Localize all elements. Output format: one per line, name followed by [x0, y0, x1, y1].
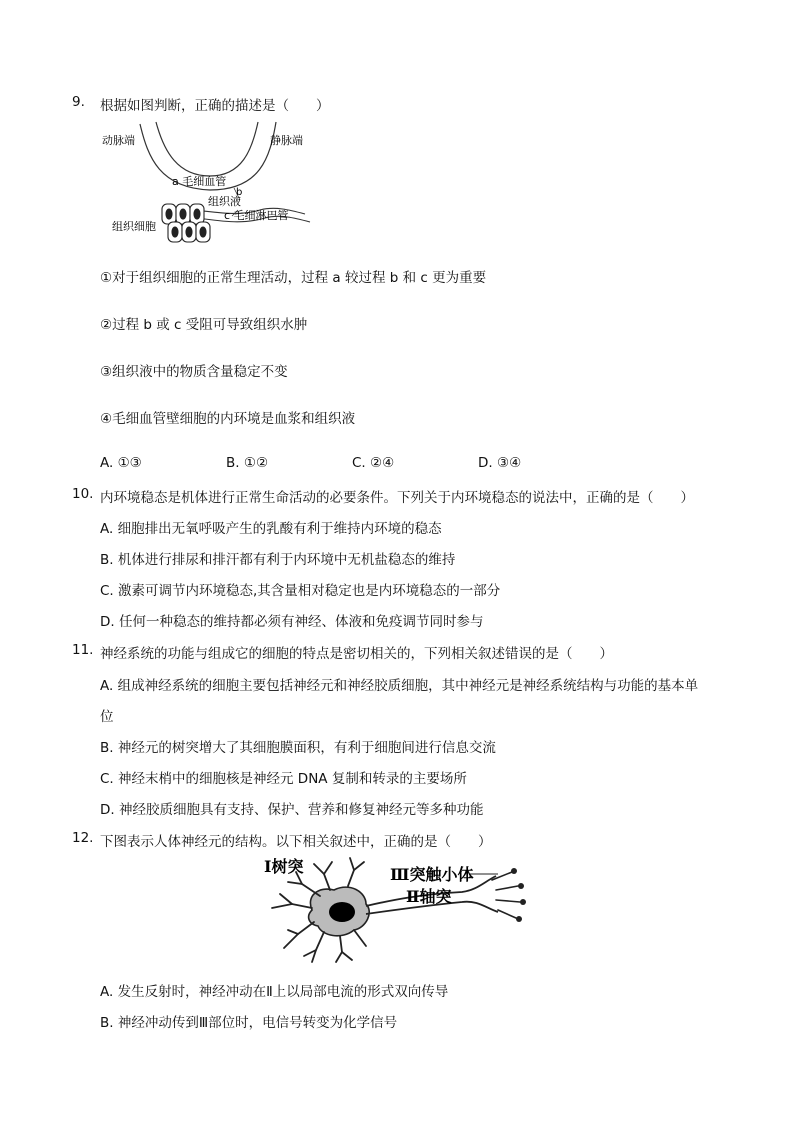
option-b[interactable]: B. ①② [226, 455, 269, 471]
option-d[interactable]: D. 神经胶质细胞具有支持、保护、营养和修复神经元等多种功能 [100, 802, 484, 818]
option-d[interactable]: D. 任何一种稳态的维持都必须有神经、体液和免疫调节同时参与 [100, 614, 484, 630]
option-b[interactable]: B. 神经冲动传到Ⅲ部位时，电信号转变为化学信号 [100, 1015, 398, 1031]
label-b: b [236, 187, 243, 198]
label-artery-end: 动脉端 [102, 134, 135, 147]
option-a-continued: 位 [100, 709, 114, 725]
label-tissue-cell: 组织细胞 [112, 220, 156, 233]
question-number: 9. [72, 94, 85, 110]
label-lymph-capillary: c 毛细淋巴管 [224, 209, 289, 222]
label-tissue-fluid: 组织液 [208, 195, 241, 208]
neuron-figure [262, 852, 534, 964]
question-stem: 下图表示人体神经元的结构。以下相关叙述中，正确的是（ ） [100, 834, 492, 850]
question-number: 10. [72, 486, 94, 502]
question-stem: 根据如图判断，正确的描述是（ ） [100, 98, 330, 114]
statement-1: ①对于组织细胞的正常生理活动，过程 a 较过程 b 和 c 更为重要 [100, 270, 487, 286]
question-stem: 神经系统的功能与组成它的细胞的特点是密切相关的，下列相关叙述错误的是（ ） [100, 646, 613, 662]
capillary-figure [100, 118, 320, 243]
question-stem: 内环境稳态是机体进行正常生命活动的必要条件。下列关于内环境稳态的说法中，正确的是（ ） [100, 490, 694, 506]
label-capillary: a 毛细血管 [172, 175, 227, 188]
label-dendrite: Ⅰ树突 [264, 857, 304, 876]
option-d[interactable]: D. ③④ [478, 455, 522, 471]
option-c[interactable]: C. 神经末梢中的细胞核是神经元 DNA 复制和转录的主要场所 [100, 771, 467, 787]
statement-3: ③组织液中的物质含量稳定不变 [100, 364, 288, 380]
label-axon: Ⅱ轴突 [406, 887, 452, 906]
label-vein-end: 静脉端 [270, 134, 303, 147]
option-c[interactable]: C. ②④ [352, 455, 395, 471]
option-b[interactable]: B. 神经元的树突增大了其细胞膜面积，有利于细胞间进行信息交流 [100, 740, 496, 756]
label-synaptic-knob: Ⅲ突触小体 [390, 865, 474, 884]
option-a[interactable]: A. ①③ [100, 455, 142, 471]
option-a[interactable]: A. 组成神经系统的细胞主要包括神经元和神经胶质细胞，其中神经元是神经系统结构与功能的基本单 [100, 678, 699, 694]
statement-2: ②过程 b 或 c 受阻可导致组织水肿 [100, 317, 308, 333]
option-a[interactable]: A. 细胞排出无氧呼吸产生的乳酸有利于维持内环境的稳态 [100, 521, 442, 537]
question-number: 12. [72, 830, 94, 846]
option-a[interactable]: A. 发生反射时，神经冲动在Ⅱ上以局部电流的形式双向传导 [100, 984, 449, 1000]
question-number: 11. [72, 642, 94, 658]
option-c[interactable]: C. 激素可调节内环境稳态,其含量相对稳定也是内环境稳态的一部分 [100, 583, 501, 599]
statement-4: ④毛细血管壁细胞的内环境是血浆和组织液 [100, 411, 356, 427]
option-b[interactable]: B. 机体进行排尿和排汗都有利于内环境中无机盐稳态的维持 [100, 552, 456, 568]
